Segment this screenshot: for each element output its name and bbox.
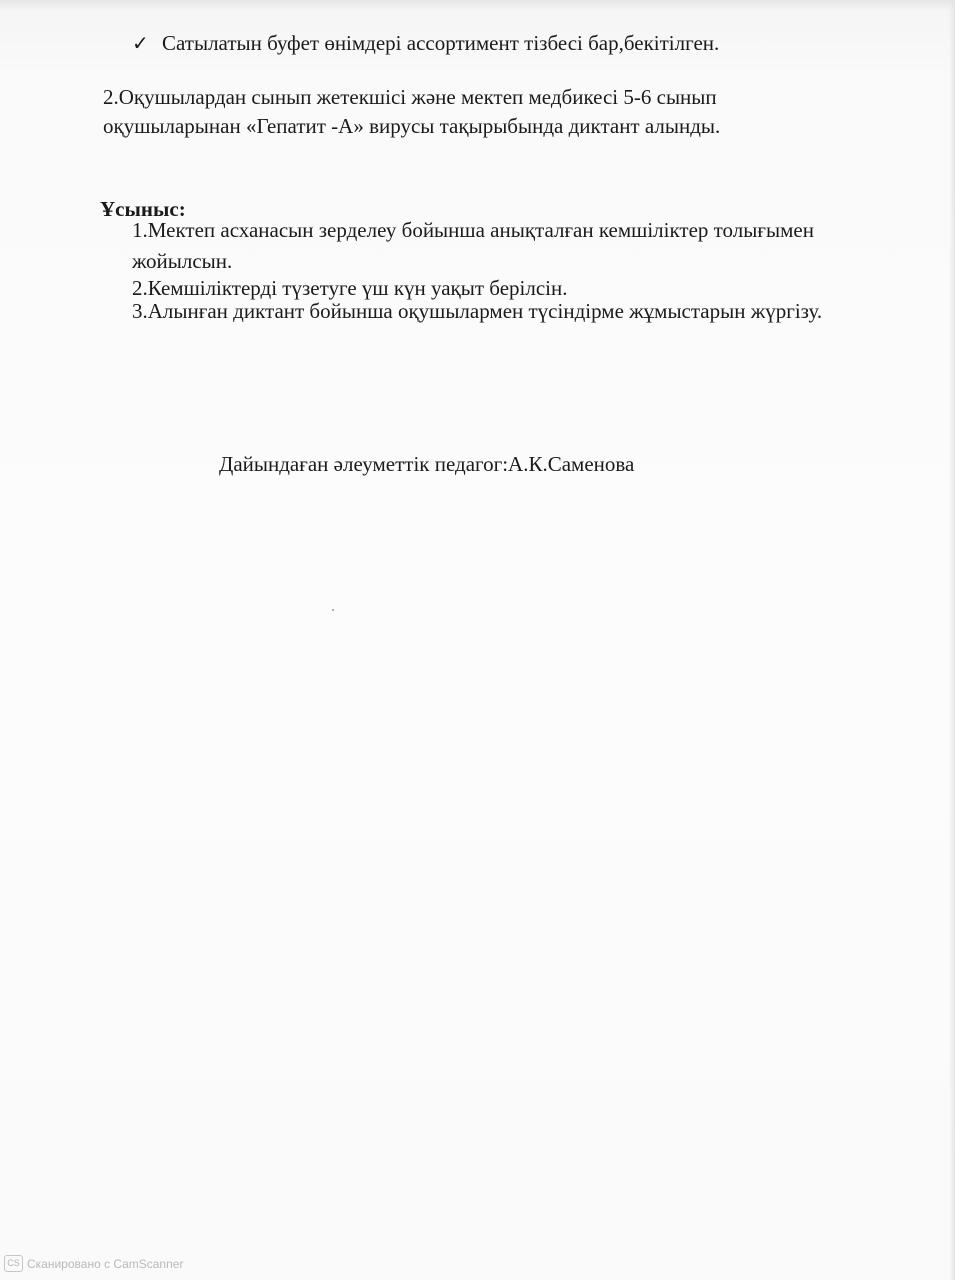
recommendation-3: 3.Алынған диктант бойынша оқушылармен түсіндірме жұмыстарын жүргізу. xyxy=(132,299,823,323)
paragraph-2-line-1: 2.Оқушылардан сынып жетекшісі және мектеп медбикесі 5-6 сынып xyxy=(103,85,717,109)
scan-speck xyxy=(332,609,334,611)
checklist-item-text: Сатылатын буфет өнімдері ассортимент тізбесі бар,бекітілген. xyxy=(162,31,720,55)
signature-line: Дайындаған әлеуметтік педагог:А.К.Саменова xyxy=(219,452,635,476)
checklist-item xyxy=(132,30,719,57)
recommendation-1-line-1: 1.Мектеп асханасын зерделеу бойынша анықталған кемшіліктер толығымен xyxy=(132,218,814,242)
page-right-edge xyxy=(949,0,955,1280)
recommendations-heading: Ұсыныс: xyxy=(100,197,186,221)
camscanner-logo-icon: CS xyxy=(4,1255,23,1272)
checkmark-icon: ✓ xyxy=(132,33,149,55)
recommendation-2: 2.Кемшіліктерді түзетуге үш күн уақыт берілсін. xyxy=(132,276,568,300)
camscanner-watermark xyxy=(4,1255,183,1272)
page-top-edge xyxy=(0,0,955,10)
recommendation-1-line-2: жойылсын. xyxy=(132,249,233,273)
watermark-text: Сканировано с CamScanner xyxy=(27,1256,184,1271)
paragraph-2-line-2: оқушыларынан «Гепатит -А» вирусы тақырыбында диктант алынды. xyxy=(103,114,721,138)
